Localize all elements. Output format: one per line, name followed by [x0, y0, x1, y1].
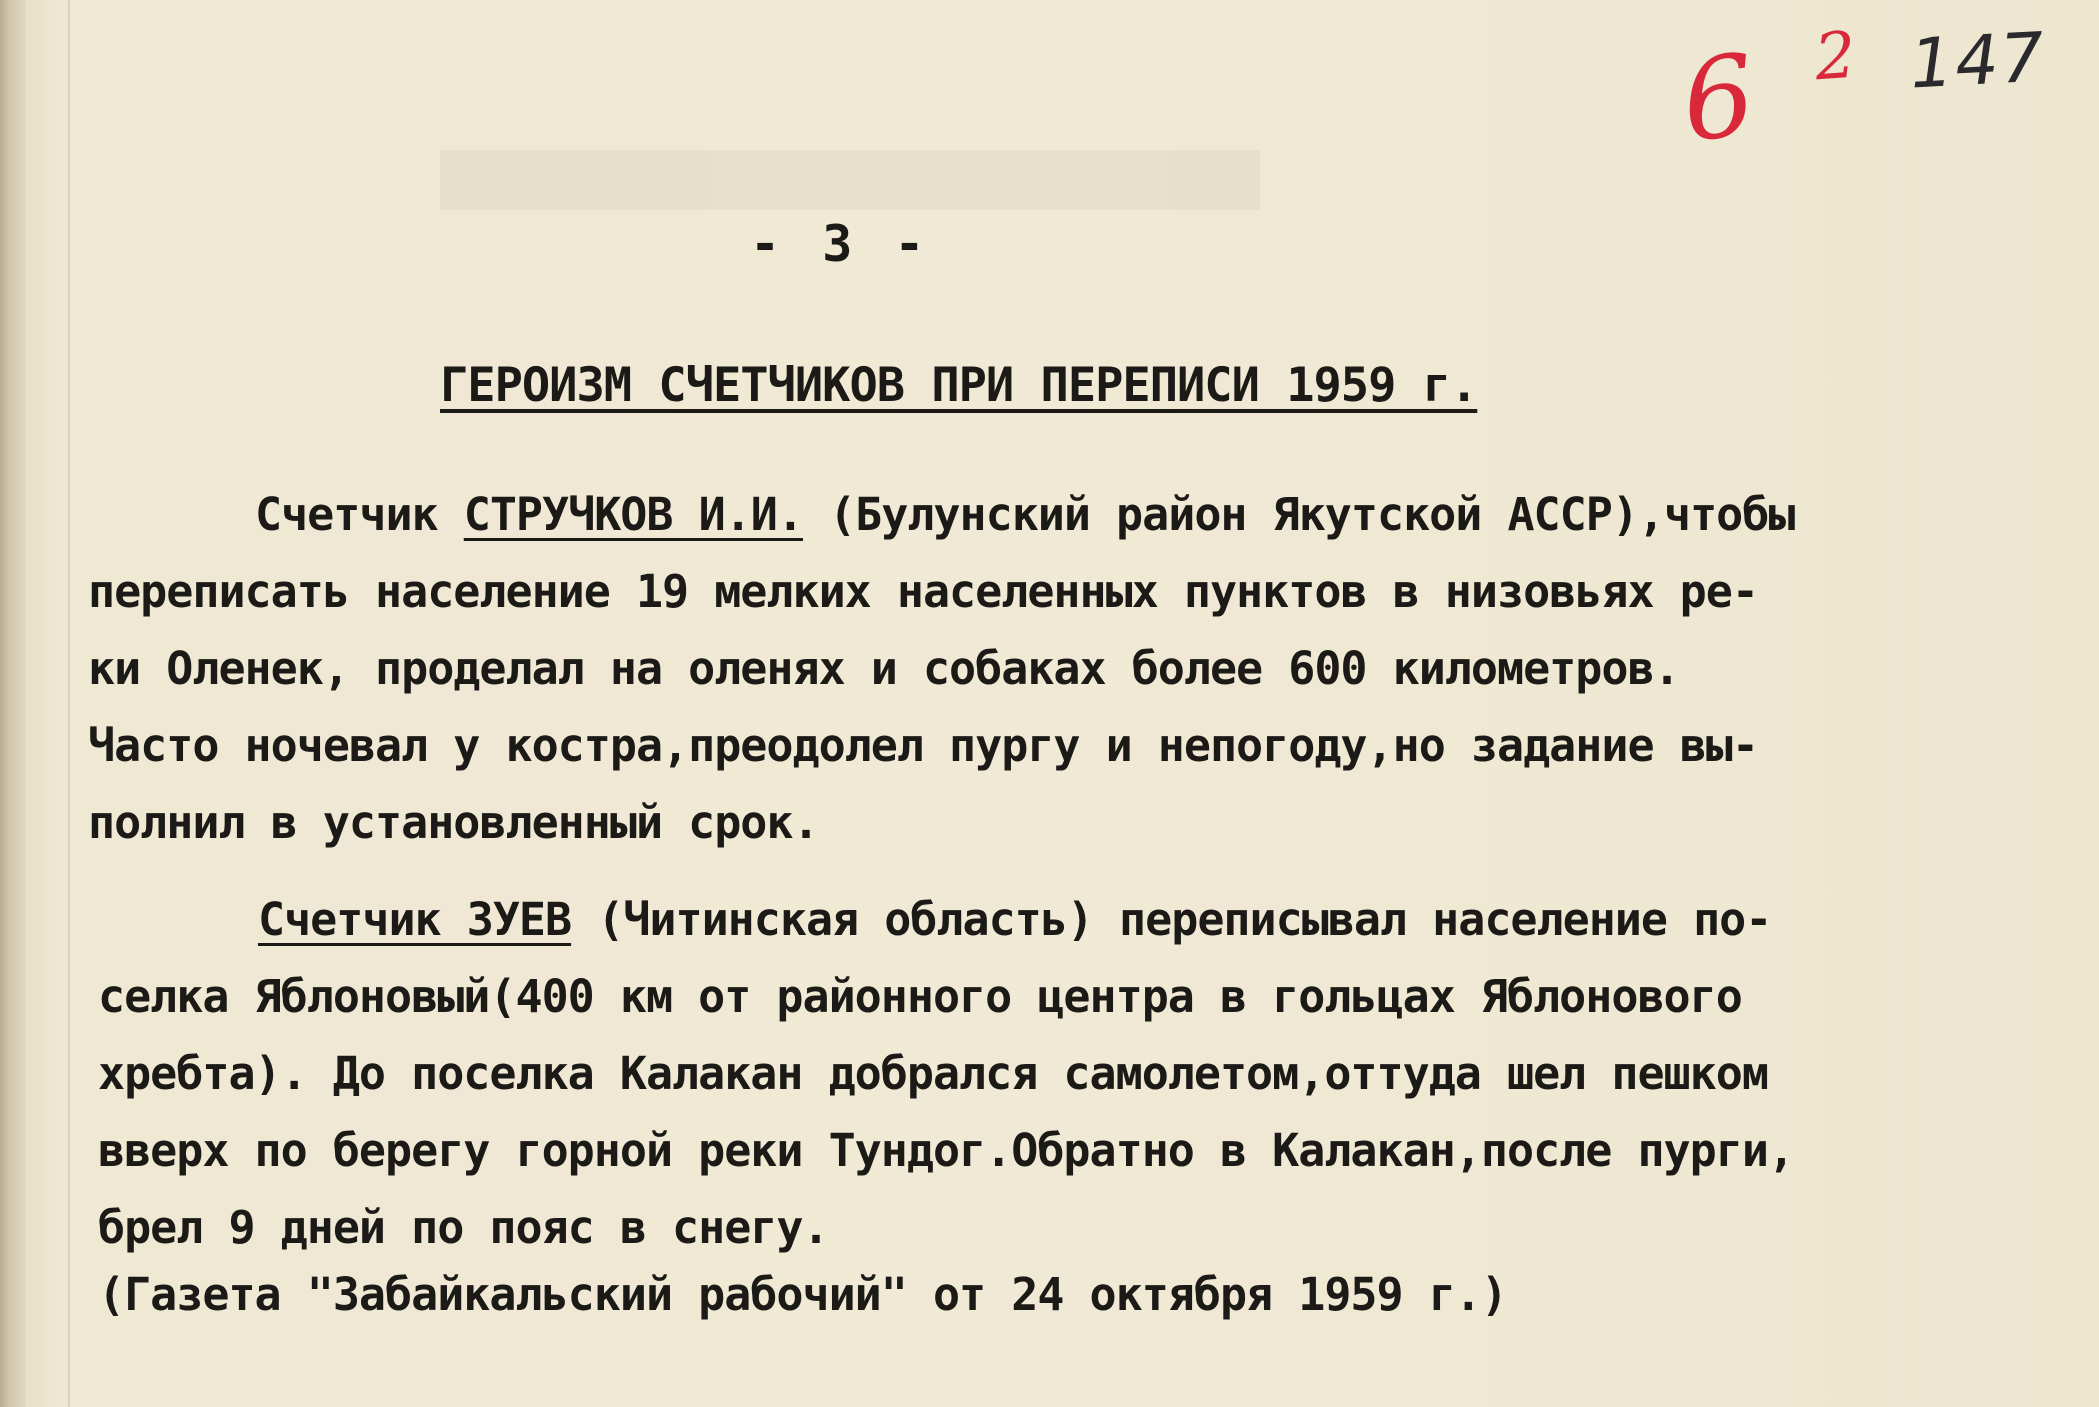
paragraph2-line5: брел 9 дней по пояс в снегу.	[98, 1201, 829, 1254]
paragraph2-line3: хребта). До поселка Калакан добрался самолетом,оттуда шел пешком	[98, 1047, 1768, 1100]
paragraph2-line1-rest: (Читинская область) переписывал население по-	[571, 893, 1772, 946]
paragraph2-line1	[258, 893, 1771, 946]
paragraph1-line1-rest: (Булунский район Якутской АССР),чтобы	[802, 488, 1795, 541]
paragraph2-name: Счетчик ЗУЕВ	[258, 893, 572, 946]
page-number: - 3 -	[750, 215, 931, 273]
paragraph2-line4: вверх по берегу горной реки Тундог.Обратно в Калакан,после пурги,	[98, 1124, 1794, 1177]
handwritten-red-number: 6	[1676, 30, 1761, 168]
paragraph1-line4: Часто ночевал у костра,преодолел пургу и непогоду,но задание вы-	[88, 719, 1758, 772]
paragraph1-name: СТРУЧКОВ И.И.	[463, 488, 803, 541]
binding-line	[68, 0, 70, 1407]
handwritten-red-small-number: 2	[1812, 18, 1859, 96]
paragraph2-line2: селка Яблоновый(400 км от районного центра в гольцах Яблонового	[98, 970, 1742, 1023]
paragraph1-lead: Счетчик	[255, 488, 464, 541]
paragraph1-line3: ки Оленек, проделал на оленях и собаках более 600 километров.	[88, 642, 1680, 695]
paragraph1-line1	[255, 488, 1794, 541]
handwritten-ink-number: 147	[1908, 18, 2048, 105]
document-title: ГЕРОИЗМ СЧЕТЧИКОВ ПРИ ПЕРЕПИСИ 1959 г.	[440, 358, 1478, 413]
paragraph1-line5: полнил в установленный срок.	[88, 796, 819, 849]
bleed-through-shadow	[440, 150, 1260, 210]
binding-edge	[0, 0, 26, 1407]
newspaper-source: (Газета "Забайкальский рабочий" от 24 октября 1959 г.)	[98, 1268, 1507, 1321]
paragraph1-line2: переписать население 19 мелких населенных пунктов в низовьях ре-	[88, 565, 1758, 618]
